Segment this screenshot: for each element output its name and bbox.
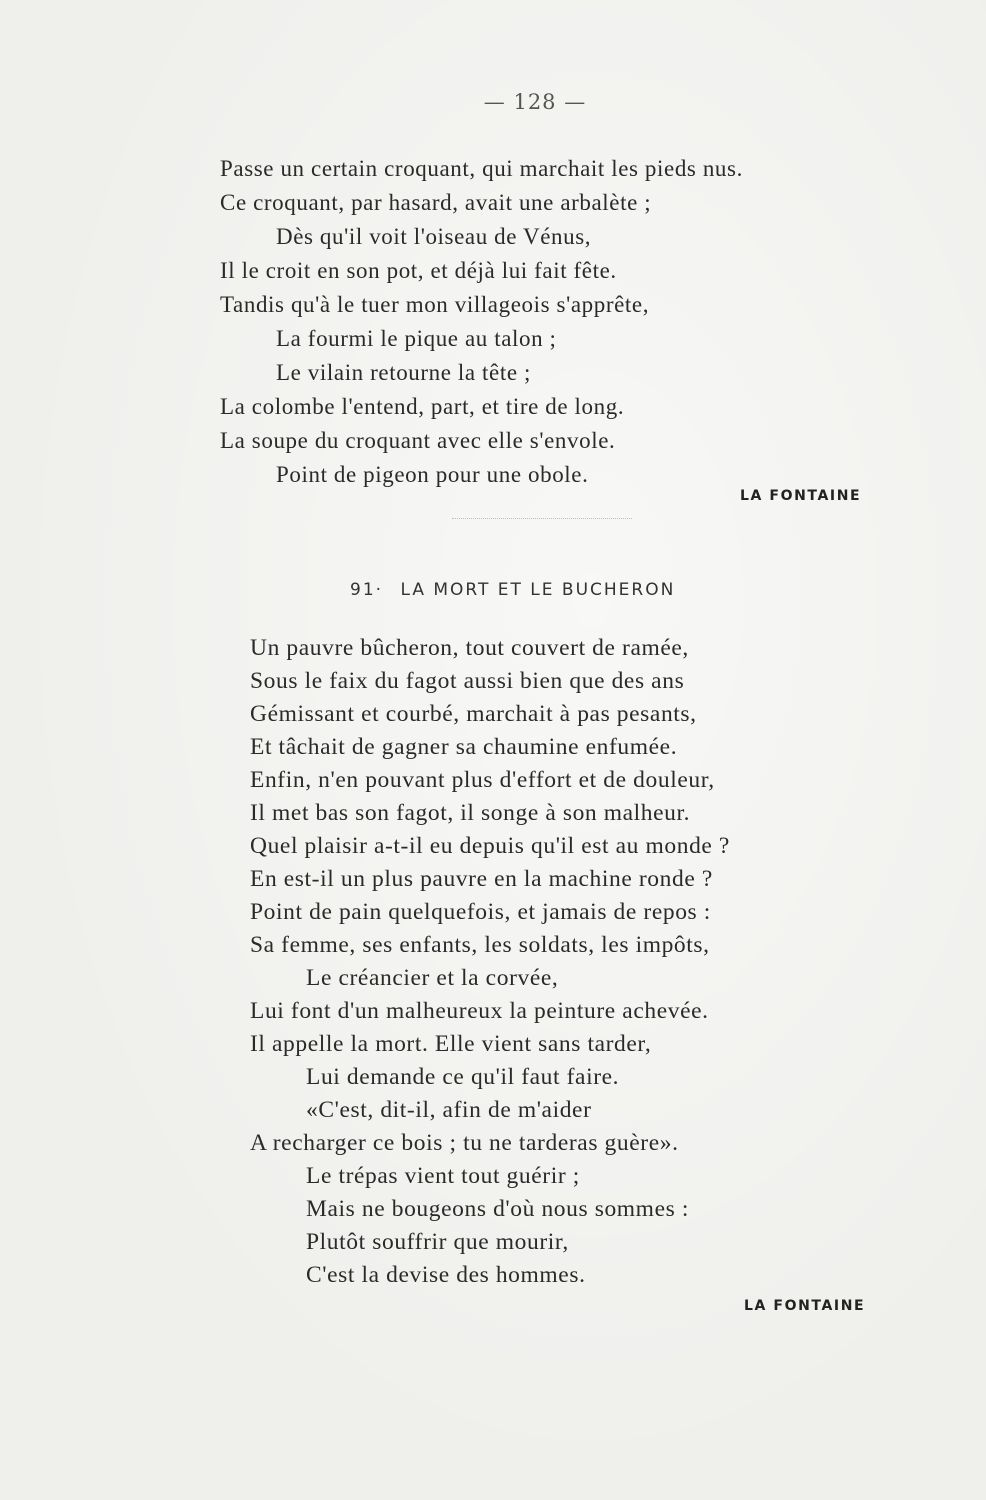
verse-line: Mais ne bougeons d'où nous sommes : (306, 1196, 689, 1222)
verse-line: Lui demande ce qu'il faut faire. (306, 1064, 620, 1090)
verse-line: Point de pain quelquefois, et jamais de repos : (250, 899, 711, 925)
verse-line: Gémissant et courbé, marchait à pas pesants, (250, 701, 697, 727)
section-title: LA MORT ET LE BUCHERON (400, 580, 676, 600)
verse-line: «C'est, dit-il, afin de m'aider (306, 1097, 592, 1123)
verse-line: En est-il un plus pauvre en la machine ronde ? (250, 866, 713, 892)
verse-line: Le vilain retourne la tête ; (276, 360, 531, 385)
verse-line: Point de pigeon pour une obole. (276, 462, 589, 487)
verse-line: Tandis qu'à le tuer mon villageois s'apprête, (220, 292, 650, 317)
verse-line: Et tâchait de gagner sa chaumine enfumée. (250, 734, 678, 760)
verse-line: Le créancier et la corvée, (306, 965, 559, 991)
verse-line: Quel plaisir a-t-il eu depuis qu'il est au monde ? (250, 833, 730, 859)
poem-author: LA FONTAINE (744, 1298, 866, 1314)
poem-la-mort-et-le-bucheron (250, 632, 730, 1292)
page-number: — 128 — (483, 90, 587, 114)
verse-line: Dès qu'il voit l'oiseau de Vénus, (276, 224, 592, 249)
poem-excerpt (220, 152, 743, 492)
verse-line: Sa femme, ses enfants, les soldats, les impôts, (250, 932, 710, 958)
verse-line: La colombe l'entend, part, et tire de long. (220, 394, 625, 419)
verse-line: Ce croquant, par hasard, avait une arbalète ; (220, 190, 652, 215)
verse-line: A recharger ce bois ; tu ne tarderas guère». (250, 1130, 679, 1156)
verse-line: Un pauvre bûcheron, tout couvert de ramée, (250, 635, 689, 661)
section-number: 91· (350, 580, 384, 600)
verse-line: Plutôt souffrir que mourir, (306, 1229, 569, 1255)
poem-author: LA FONTAINE (740, 488, 862, 504)
verse-line: Sous le faix du fagot aussi bien que des ans (250, 668, 685, 694)
section-heading (350, 580, 675, 600)
verse-line: C'est la devise des hommes. (306, 1262, 586, 1288)
verse-line: Il appelle la mort. Elle vient sans tarder, (250, 1031, 652, 1057)
verse-line: Passe un certain croquant, qui marchait les pieds nus. (220, 156, 743, 181)
verse-line: Il met bas son fagot, il songe à son malheur. (250, 800, 691, 826)
verse-line: Enfin, n'en pouvant plus d'effort et de douleur, (250, 767, 715, 793)
verse-line: La fourmi le pique au talon ; (276, 326, 557, 351)
section-divider (452, 518, 632, 519)
verse-line: La soupe du croquant avec elle s'envole. (220, 428, 616, 453)
verse-line: Le trépas vient tout guérir ; (306, 1163, 580, 1189)
verse-line: Lui font d'un malheureux la peinture achevée. (250, 998, 709, 1024)
verse-line: Il le croit en son pot, et déjà lui fait fête. (220, 258, 617, 283)
